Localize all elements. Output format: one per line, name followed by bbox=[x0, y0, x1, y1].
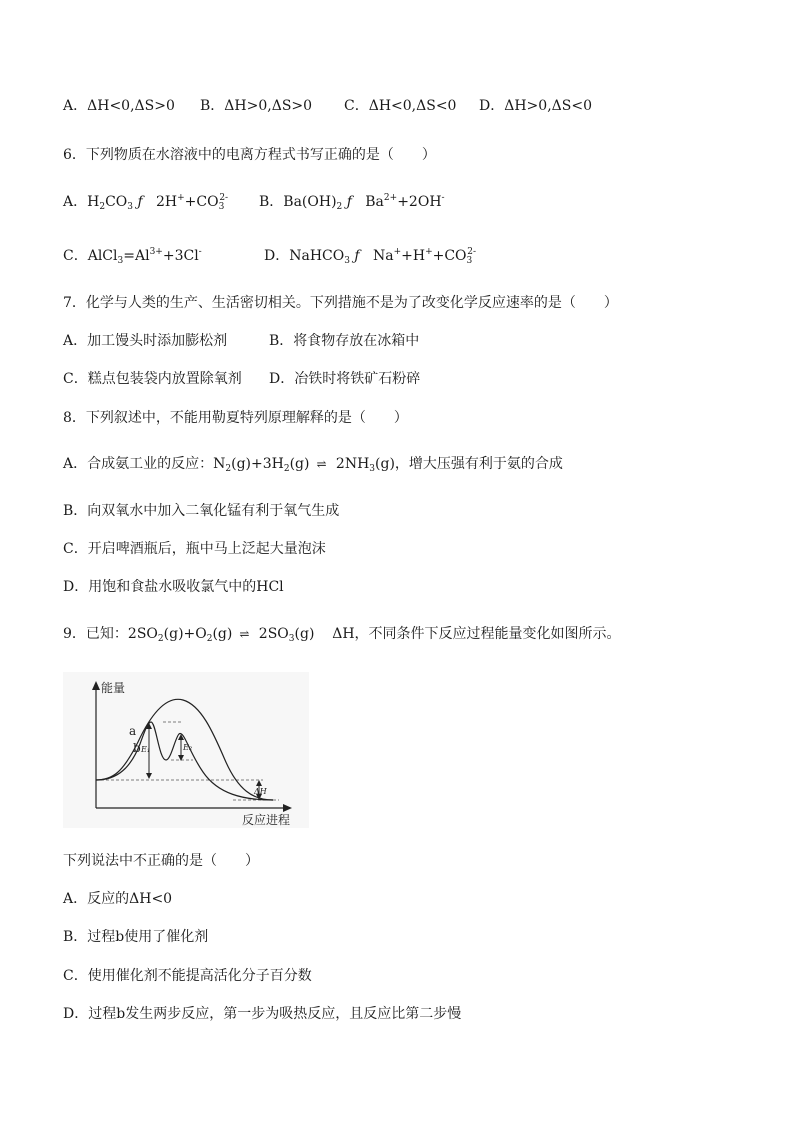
equilibrium-arrow-icon: ⇌ bbox=[239, 627, 248, 641]
curve-b-label: b bbox=[133, 741, 141, 755]
curve-a-label: a bbox=[129, 724, 137, 738]
q8-option-d[interactable]: D．用饱和食盐水吸收氯气中的HCl bbox=[63, 579, 284, 595]
y-axis-label: 能量 bbox=[101, 681, 126, 695]
q7-option-a[interactable]: A．加工馒头时添加膨松剂 bbox=[63, 333, 228, 349]
e2-label: E₂ bbox=[183, 743, 193, 752]
x-axis-arrow-icon bbox=[283, 804, 292, 812]
q6-option-b[interactable]: B．$Ba(OH)_2$ ƒ $Ba^{2+}+2OH^-$ bbox=[259, 193, 445, 212]
q9-option-c[interactable]: C．使用催化剂不能提高活化分子百分数 bbox=[63, 968, 312, 984]
q8-option-b[interactable]: B．向双氧水中加入二氧化锰有利于氧气生成 bbox=[63, 503, 340, 519]
q7-option-d[interactable]: D．冶铁时将铁矿石粉碎 bbox=[269, 371, 421, 387]
y-axis-arrow-icon bbox=[92, 681, 100, 690]
q9-option-d[interactable]: D．过程b发生两步反应，第一步为吸热反应，且反应比第二步慢 bbox=[63, 1006, 462, 1022]
q8-option-a[interactable]: A．合成氨工业的反应：$N_2(g)+3H_2(g)$ ⇌ $2NH_3(g)$，增大压强有利于氨的合成 bbox=[63, 456, 563, 474]
curve-b bbox=[96, 722, 273, 800]
energy-diagram-svg bbox=[63, 672, 309, 828]
q7-option-b[interactable]: B．将食物存放在冰箱中 bbox=[269, 333, 420, 349]
q6-option-d[interactable]: D．NaHCO$_3$ ƒ $Na^++H^++CO_3^{2-}$ bbox=[264, 247, 477, 266]
q9-stem: 9．已知：$2SO_2(g)+O_2(g)$ ⇌ $2SO_3(g)$ ΔH，不同条件下反应过程能量变化如图所示。 bbox=[63, 626, 621, 644]
q8-stem: 8．下列叙述中，不能用勒夏特列原理解释的是（ ） bbox=[63, 410, 408, 426]
energy-diagram bbox=[63, 672, 309, 828]
e1-arrow-down-icon bbox=[146, 773, 152, 779]
q6-option-a[interactable]: A．$H_2CO_3$ ƒ $2H^++CO_3^{2-}$ bbox=[63, 193, 229, 212]
q7-option-c[interactable]: C．糕点包装袋内放置除氧剂 bbox=[63, 371, 242, 387]
q5-option-d[interactable]: D．ΔH>0,ΔS<0 bbox=[479, 98, 592, 114]
equilibrium-arrow-icon: ⇌ bbox=[316, 457, 325, 471]
q9-option-b[interactable]: B．过程b使用了催化剂 bbox=[63, 929, 209, 945]
dh-arrow-up-icon bbox=[256, 780, 262, 786]
dh-label: ΔH bbox=[254, 787, 267, 796]
e1-label: E₁ bbox=[141, 745, 151, 754]
x-axis-label: 反应进程 bbox=[242, 813, 291, 827]
q9-option-a[interactable]: A．反应的ΔH<0 bbox=[63, 891, 173, 907]
q6-stem: 6．下列物质在水溶液中的电离方程式书写正确的是（ ） bbox=[63, 147, 436, 163]
q5-option-a[interactable]: A．ΔH<0,ΔS>0 bbox=[63, 98, 175, 114]
q9-sub-stem: 下列说法中不正确的是（ ） bbox=[63, 853, 259, 869]
q5-option-b[interactable]: B．ΔH>0,ΔS>0 bbox=[200, 98, 313, 114]
q8-option-c[interactable]: C．开启啤酒瓶后，瓶中马上泛起大量泡沫 bbox=[63, 541, 326, 557]
q7-stem: 7．化学与人类的生产、生活密切相关。下列措施不是为了改变化学反应速率的是（ ） bbox=[63, 295, 618, 311]
q6-option-c[interactable]: C．$AlCl_3=Al^{3+}+3Cl^-$ bbox=[63, 247, 202, 266]
q5-option-c[interactable]: C．ΔH<0,ΔS<0 bbox=[344, 98, 457, 114]
